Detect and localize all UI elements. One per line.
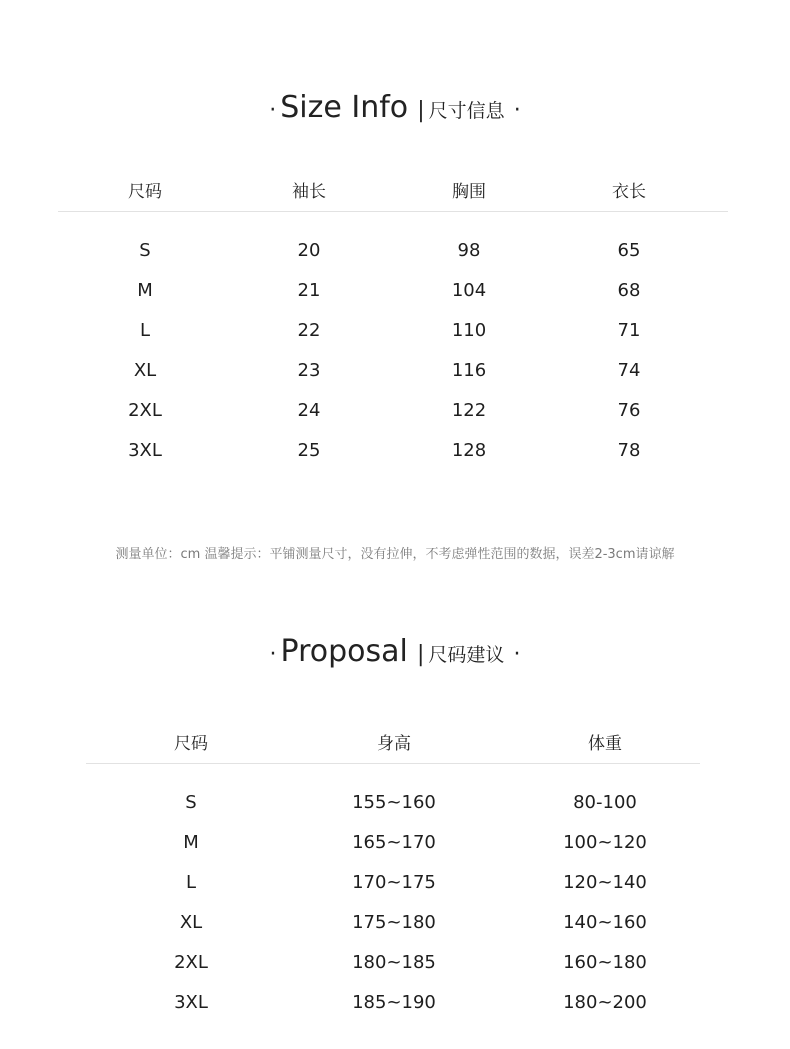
title-dot-right: ·: [513, 98, 521, 123]
title-dot-left: ·: [269, 642, 277, 667]
table-row: [86, 942, 700, 982]
cell-size: XL: [133, 359, 157, 381]
cell-chest: 128: [451, 439, 487, 461]
cell-weight: 180~200: [563, 991, 647, 1013]
proposal-table: [86, 719, 700, 1022]
cell-chest: 98: [457, 239, 481, 261]
table-row: [86, 862, 700, 902]
cell-size: 3XL: [128, 439, 162, 461]
cell-sleeve: 25: [297, 439, 321, 461]
cell-weight: 120~140: [563, 871, 647, 893]
cell-weight: 160~180: [563, 951, 647, 973]
table-body: [86, 764, 700, 1022]
table-body: [58, 212, 728, 470]
table-row: [58, 350, 728, 390]
cell-height: 180~185: [352, 951, 436, 973]
cell-chest: 104: [451, 279, 487, 301]
title-dot-right: ·: [513, 642, 521, 667]
header-height: 身高: [377, 733, 411, 754]
size-info-title: [0, 90, 790, 125]
cell-size: 2XL: [174, 951, 208, 973]
title-separator: |: [417, 98, 425, 123]
cell-length: 71: [617, 319, 641, 341]
table-row: [58, 230, 728, 270]
table-row: [86, 902, 700, 942]
cell-height: 155~160: [352, 791, 436, 813]
cell-weight: 140~160: [563, 911, 647, 933]
measurement-note: 测量单位：cm 温馨提示：平铺测量尺寸，没有拉伸，不考虑弹性范围的数据，误差2-3cm请谅解: [115, 547, 675, 562]
header-sleeve-length: 袖长: [292, 181, 326, 202]
cell-size: L: [185, 871, 197, 893]
cell-chest: 110: [451, 319, 487, 341]
cell-length: 65: [617, 239, 641, 261]
header-size: 尺码: [174, 733, 208, 754]
header-chest: 胸围: [452, 181, 486, 202]
cell-sleeve: 22: [297, 319, 321, 341]
cell-weight: 80-100: [573, 791, 637, 813]
cell-chest: 116: [451, 359, 487, 381]
title-separator: |: [416, 642, 425, 667]
cell-size: XL: [179, 911, 203, 933]
table-row: [58, 390, 728, 430]
table-row: [86, 822, 700, 862]
table-row: [86, 782, 700, 822]
cell-height: 170~175: [352, 871, 436, 893]
cell-size: 2XL: [128, 399, 162, 421]
cell-chest: 122: [451, 399, 487, 421]
cell-length: 78: [617, 439, 641, 461]
cell-height: 185~190: [352, 991, 436, 1013]
cell-weight: 100~120: [563, 831, 647, 853]
cell-size: 3XL: [174, 991, 208, 1013]
table-row: [58, 270, 728, 310]
proposal-title-en: Proposal: [280, 634, 408, 669]
cell-size: S: [139, 239, 151, 261]
title-dot-left: ·: [269, 98, 277, 123]
cell-sleeve: 23: [297, 359, 321, 381]
table-row: [58, 430, 728, 470]
cell-sleeve: 21: [297, 279, 321, 301]
proposal-title: [0, 634, 790, 669]
cell-size: S: [185, 791, 197, 813]
cell-length: 74: [617, 359, 641, 381]
cell-height: 175~180: [352, 911, 436, 933]
cell-size: M: [137, 279, 153, 301]
size-info-title-en: Size Info: [280, 90, 409, 125]
table-row: [58, 310, 728, 350]
header-size: 尺码: [128, 181, 162, 202]
cell-sleeve: 20: [297, 239, 321, 261]
table-row: [86, 982, 700, 1022]
cell-length: 76: [617, 399, 641, 421]
size-info-table: [58, 167, 728, 470]
size-info-title-cn: 尺寸信息: [428, 100, 505, 122]
cell-size: L: [139, 319, 151, 341]
header-body-length: 衣长: [612, 181, 646, 202]
header-weight: 体重: [588, 733, 622, 754]
table-header-row: [58, 167, 728, 211]
cell-height: 165~170: [352, 831, 436, 853]
cell-sleeve: 24: [297, 399, 321, 421]
cell-length: 68: [617, 279, 641, 301]
table-header-row: [86, 719, 700, 763]
cell-size: M: [183, 831, 199, 853]
proposal-title-cn: 尺码建议: [428, 644, 505, 666]
